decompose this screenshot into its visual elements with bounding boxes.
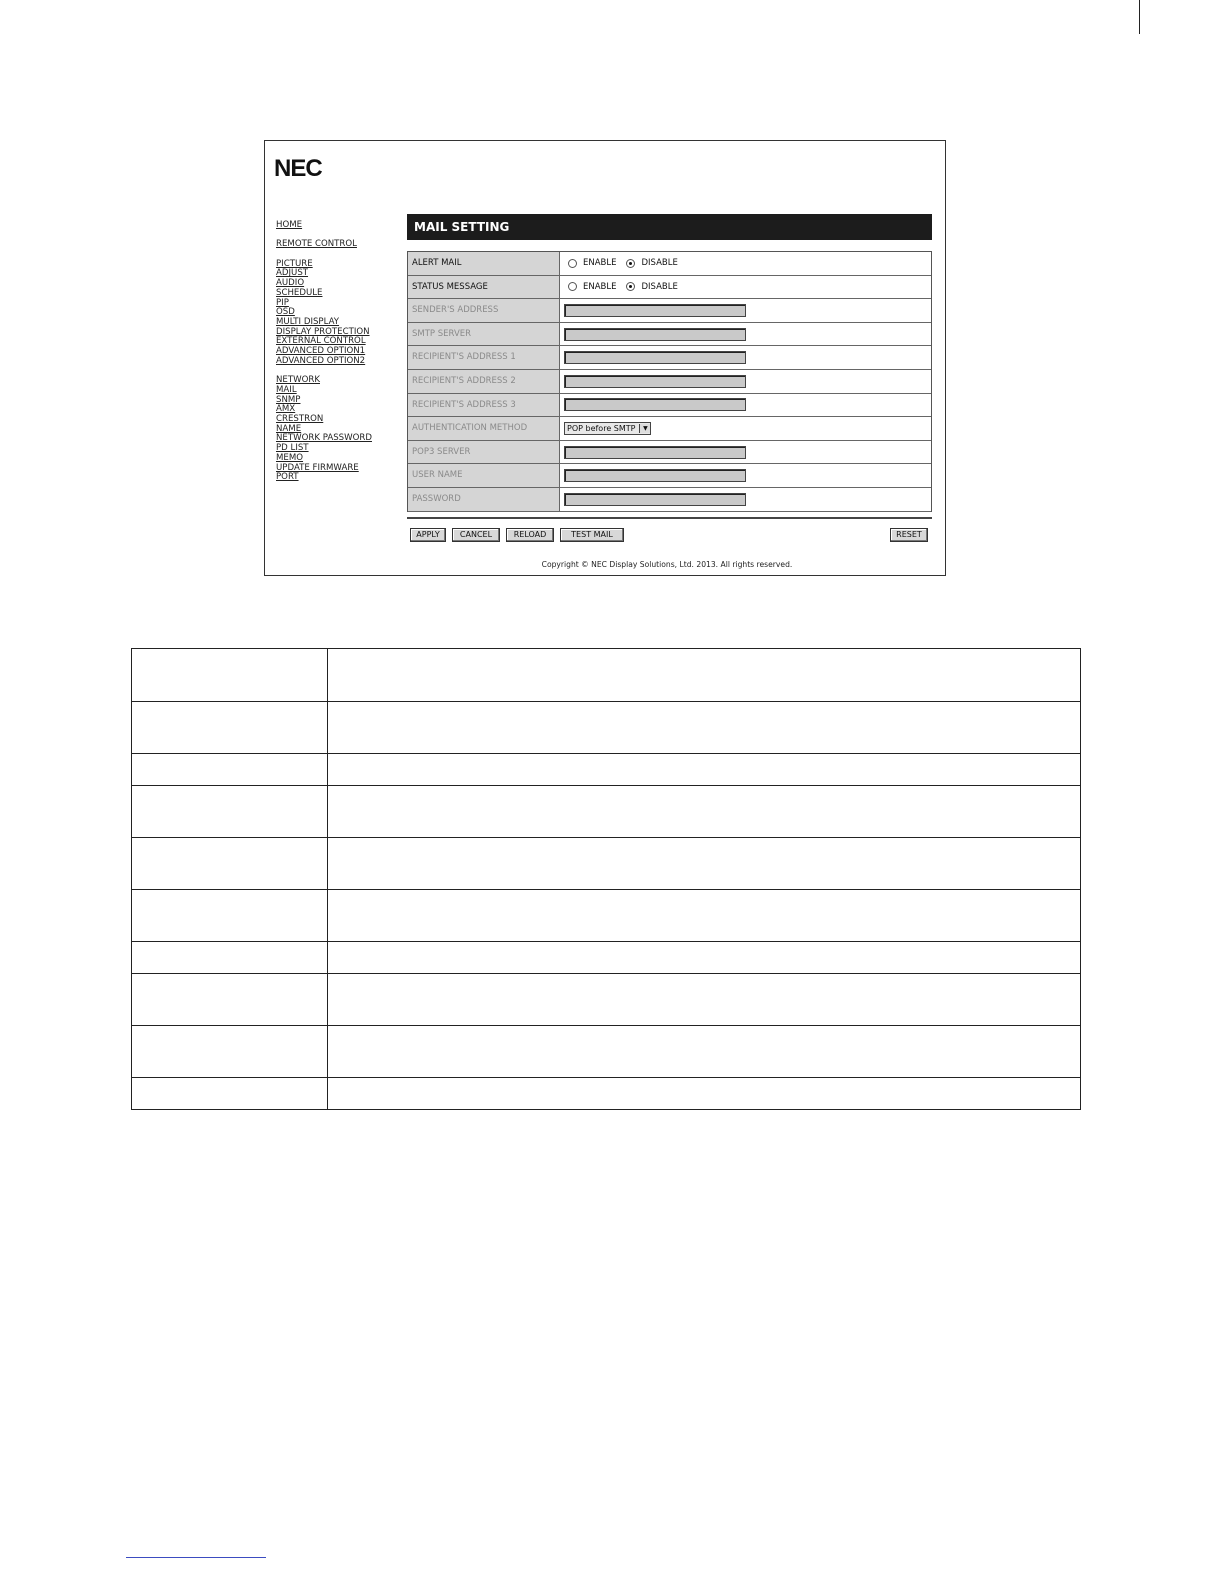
mail-setting-form — [407, 251, 932, 512]
row-recipient-2 — [408, 370, 931, 394]
row-senders-address — [408, 299, 931, 323]
table-row — [132, 1026, 1081, 1078]
label-recipient-1: RECIPIENT'S ADDRESS 1 — [408, 346, 560, 369]
nav-amx[interactable]: AMX — [276, 404, 296, 415]
chevron-down-icon: ▼ — [639, 424, 650, 433]
alert-mail-disable-radio[interactable] — [626, 259, 635, 268]
nav-advanced-option2[interactable]: ADVANCED OPTION2 — [276, 355, 366, 366]
nav-pip[interactable]: PIP — [276, 297, 289, 308]
row-status-message — [408, 276, 931, 300]
label-smtp-server: SMTP SERVER — [408, 323, 560, 346]
nav-name[interactable]: NAME — [276, 423, 302, 434]
password-input[interactable] — [564, 493, 746, 506]
mail-setting-panel — [407, 214, 932, 542]
table-row — [132, 838, 1081, 890]
pop3-server-input[interactable] — [564, 446, 746, 459]
reset-button[interactable]: RESET — [890, 528, 928, 542]
nav-home[interactable]: HOME — [276, 220, 303, 230]
status-message-disable-label: DISABLE — [641, 281, 678, 292]
row-user-name — [408, 464, 931, 488]
nav-pd-list[interactable]: PD LIST — [276, 443, 309, 454]
row-alert-mail — [408, 252, 931, 276]
nav-osd[interactable]: OSD — [276, 307, 295, 318]
user-name-input[interactable] — [564, 469, 746, 482]
nav-network[interactable]: NETWORK — [276, 375, 320, 386]
status-message-enable-radio[interactable] — [568, 282, 577, 291]
smtp-server-input[interactable] — [564, 328, 746, 341]
row-password — [408, 488, 931, 512]
nav-audio[interactable]: AUDIO — [276, 278, 305, 289]
nec-logo: NEC — [274, 155, 322, 182]
alert-mail-enable-radio[interactable] — [568, 259, 577, 268]
row-recipient-3 — [408, 394, 931, 418]
nav-multi-display[interactable]: MULTI DISPLAY — [276, 317, 340, 327]
table-row — [132, 890, 1081, 942]
recipient-2-input[interactable] — [564, 375, 746, 388]
sidebar-nav — [276, 221, 396, 483]
status-message-enable-label: ENABLE — [583, 281, 617, 292]
alert-mail-disable-label: DISABLE — [641, 258, 678, 269]
form-divider — [407, 517, 932, 519]
nav-memo[interactable]: MEMO — [276, 452, 304, 463]
label-alert-mail: ALERT MAIL — [408, 252, 560, 275]
status-message-disable-radio[interactable] — [626, 282, 635, 291]
copyright-text: Copyright © NEC Display Solutions, Ltd. 2013. All rights reserved. — [541, 560, 793, 569]
panel-title: MAIL SETTING — [407, 214, 932, 240]
nav-remote-control[interactable]: REMOTE CONTROL — [276, 239, 357, 250]
description-table — [131, 648, 1081, 1110]
nav-display-protection[interactable]: DISPLAY PROTECTION — [276, 326, 370, 337]
nav-external-control[interactable]: EXTERNAL CONTROL — [276, 336, 366, 347]
row-recipient-1 — [408, 346, 931, 370]
label-user-name: USER NAME — [408, 464, 560, 487]
nav-schedule[interactable]: SCHEDULE — [276, 287, 323, 298]
table-row — [132, 649, 1081, 702]
nav-mail[interactable]: MAIL — [276, 384, 297, 395]
table-row — [132, 702, 1081, 754]
footnote-rule — [126, 1557, 266, 1558]
nav-network-password[interactable]: NETWORK PASSWORD — [276, 433, 372, 444]
label-recipient-3: RECIPIENT'S ADDRESS 3 — [408, 394, 560, 417]
auth-method-select[interactable] — [564, 422, 651, 435]
nav-port[interactable]: PORT — [276, 472, 299, 483]
row-pop3-server — [408, 441, 931, 465]
table-row — [132, 1078, 1081, 1110]
label-password: PASSWORD — [408, 488, 560, 511]
nav-picture[interactable]: PICTURE — [276, 258, 313, 269]
auth-method-value: POP before SMTP — [567, 423, 636, 433]
apply-button[interactable]: APPLY — [410, 528, 446, 542]
reload-button[interactable]: RELOAD — [506, 528, 554, 542]
label-recipient-2: RECIPIENT'S ADDRESS 2 — [408, 370, 560, 393]
recipient-3-input[interactable] — [564, 398, 746, 411]
label-auth-method: AUTHENTICATION METHOD — [408, 417, 560, 440]
cancel-button[interactable]: CANCEL — [452, 528, 500, 542]
nav-snmp[interactable]: SNMP — [276, 394, 301, 405]
page-edge-rule — [1139, 0, 1140, 34]
test-mail-button[interactable]: TEST MAIL — [560, 528, 624, 542]
row-smtp-server — [408, 323, 931, 347]
row-auth-method — [408, 417, 931, 441]
label-senders-address: SENDER'S ADDRESS — [408, 299, 560, 322]
alert-mail-enable-label: ENABLE — [583, 258, 617, 269]
nav-adjust[interactable]: ADJUST — [276, 268, 309, 279]
nav-crestron[interactable]: CRESTRON — [276, 414, 324, 425]
nav-advanced-option1[interactable]: ADVANCED OPTION1 — [276, 346, 366, 357]
nav-update-firmware[interactable]: UPDATE FIRMWARE — [276, 462, 359, 473]
senders-address-input[interactable] — [564, 304, 746, 317]
button-bar — [407, 528, 932, 542]
recipient-1-input[interactable] — [564, 351, 746, 364]
table-row — [132, 786, 1081, 838]
table-row — [132, 754, 1081, 786]
label-status-message: STATUS MESSAGE — [408, 276, 560, 299]
label-pop3-server: POP3 SERVER — [408, 441, 560, 464]
mail-setting-screenshot — [264, 140, 946, 576]
table-row — [132, 942, 1081, 974]
table-row — [132, 974, 1081, 1026]
